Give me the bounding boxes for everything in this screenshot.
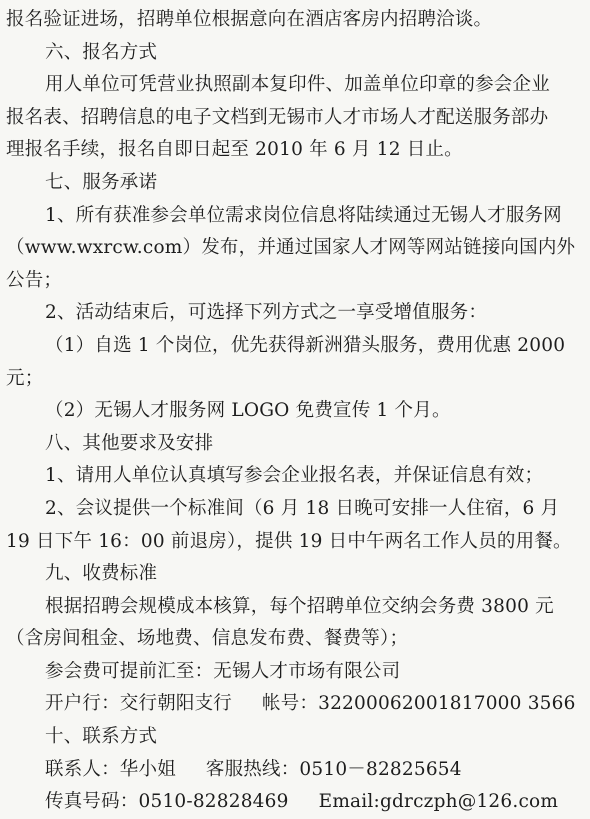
bank-line xyxy=(6,688,576,721)
text-line-17: 19 日下午 16：00 前退房），提供 19 日中午两名工作人员的用餐。 xyxy=(6,530,572,552)
heading-contact: 十、联系方式 xyxy=(45,726,158,748)
text-line-1: 报名验证进场，招聘单位根据意向在酒店客房内招聘洽谈。 xyxy=(6,9,493,30)
text-line-19: 根据招聘会规模成本核算，每个招聘单位交纳会务费 3800 元 xyxy=(45,595,554,617)
text-line-13: （2）无锡人才服务网 LOGO 免费宣传 1 个月。 xyxy=(45,400,451,422)
text-line-4: 报名表、招聘信息的电子文档到无锡市人才市场人才配送服务部办 xyxy=(6,106,549,128)
text-line-12: 元； xyxy=(6,367,44,389)
text-line-15: 1、请用人单位认真填写参会企业报名表，并保证信息有效； xyxy=(45,465,544,487)
text-line-20: （含房间租金、场地费、信息发布费、餐费等）； xyxy=(6,628,409,650)
heading-registration: 六、报名方式 xyxy=(45,41,158,63)
text-line-21: 参会费可提前汇至：无锡人才市场有限公司 xyxy=(45,660,401,682)
text-line-10: 2、活动结束后，可选择下列方式之一享受增值服务： xyxy=(45,302,488,324)
text-line-9: 公告； xyxy=(6,269,63,291)
bank-label: 开户行：交行朝阳支行 xyxy=(45,693,233,715)
heading-service-commitment: 七、服务承诺 xyxy=(45,171,158,193)
text-line-3: 用人单位可凭营业执照副本复印件、加盖单位印章的参会企业 xyxy=(45,74,550,96)
heading-other-requirements: 八、其他要求及安排 xyxy=(45,432,214,454)
text-line-7: 1、所有获准参会单位需求岗位信息将陆续通过无锡人才服务网 xyxy=(45,204,562,226)
text-line-16: 2、会议提供一个标准间（6 月 18 日晚可安排一人住宿，6 月 xyxy=(45,497,560,519)
text-line-8: （www.wxrcw.com）发布，并通过国家人才网等网站链接向国内外 xyxy=(6,237,576,259)
text-line-5: 理报名手续，报名自即日起至 2010 年 6 月 12 日止。 xyxy=(6,139,463,161)
contact-person: 联系人：华小姐 xyxy=(45,758,176,780)
fax-number: 传真号码：0510-82828469 xyxy=(45,791,289,813)
contact-line xyxy=(6,754,576,787)
text-line-11: （1）自选 1 个岗位，优先获得新洲猎头服务，费用优惠 2000 xyxy=(45,334,566,356)
hotline: 客服热线：0510－82825654 xyxy=(205,758,462,780)
email-address: Email:gdrczph@126.com xyxy=(318,791,559,813)
fax-email-line xyxy=(6,786,576,819)
account-number: 帐号：32200062001817000 3566 xyxy=(262,693,576,715)
heading-fees: 九、收费标准 xyxy=(45,563,158,585)
